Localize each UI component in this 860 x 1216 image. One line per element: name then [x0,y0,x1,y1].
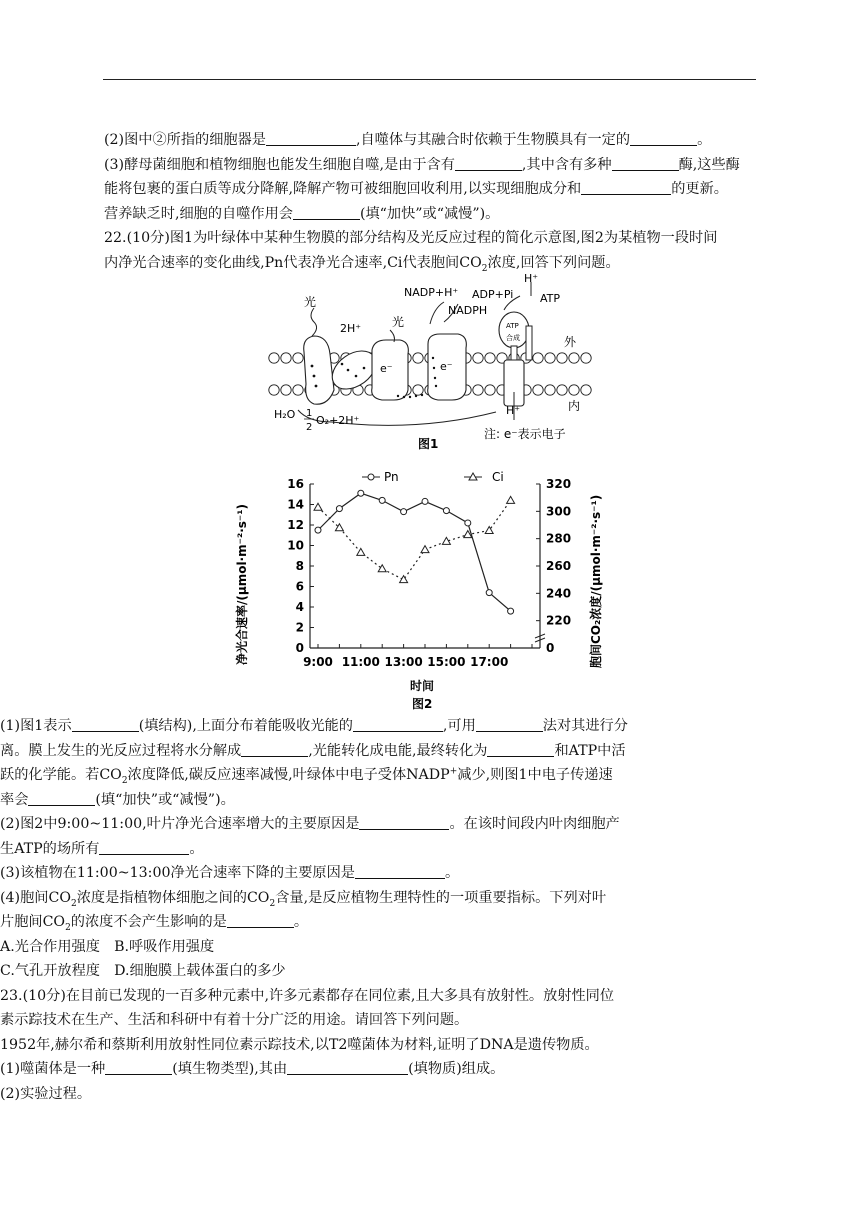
lipid-head [581,353,591,363]
answer-blank[interactable] [487,741,554,757]
q21-part3-line1 [104,153,759,178]
lipid-head [293,385,303,395]
pn-data-point [508,608,514,614]
lipid-head [533,385,543,395]
y-tick-label-right: 0 [546,641,555,655]
atp-synthase-label-2: 合成 [506,334,520,342]
atp-label: ATP [540,292,561,305]
lipid-head [281,353,291,363]
lipid-head [281,385,291,395]
series-line-pn [318,493,511,611]
figure-1-caption: 图1 [418,437,439,451]
q22-q1-text-c: ,可用 [442,718,476,734]
answer-blank[interactable] [476,716,543,732]
lipid-head [293,353,303,363]
pn-data-point [443,508,449,514]
y-axis-label-right: 胞间CO₂浓度/(μmol·m⁻²·s⁻¹) [589,494,603,668]
lipid-head [545,385,555,395]
chart-ticks [287,477,571,669]
y-tick-label-left: 14 [287,497,304,512]
q23-intro-line3 [0,1033,860,1058]
h2o-label: H₂O [274,408,296,421]
x-tick-label: 17:00 [470,655,509,669]
y-tick-label-left: 16 [287,477,304,491]
q22-q1-text-j: 减少,则图1中电子传递速 [457,767,613,783]
q23-q1-text-b: (填生物类型),其由 [172,1061,288,1077]
q21-p2-text-b: ,自噬体与其融合时依赖于生物膜具有一定的 [355,132,631,148]
q23-intro-text-3: 1952年,赫尔希和蔡斯利用放射性同位素示踪技术,以T2噬菌体为材料,证明了DNA是遗传物质。 [0,1036,599,1053]
y-tick-label-left: 12 [287,518,304,532]
x-axis-label: 时间 [410,679,435,693]
q23-q1-text-c: (填物质)组成。 [408,1061,505,1077]
y-axis-label-left: 净光合速率/(μmol·m⁻²·s⁻¹) [235,504,249,665]
q21-p3-text-f: 营养缺乏时,细胞的自噬作用会 [104,205,293,222]
answer-blank[interactable] [581,179,671,195]
q22-intro-text-1: 22.(10分)图1为叶绿体中某种生物膜的部分结构及光反应过程的简化示意图,图2为某植物一段时间 [104,230,718,246]
answer-blank[interactable] [355,863,445,879]
q22-q2-text-a: (2)图2中9:00~11:00,叶片净光合速率增大的主要原因是 [0,816,360,832]
answer-blank[interactable] [612,155,679,171]
q22-part4-line2: 片胞间$CO_2$的浓度不会产生影响的是 。 [0,914,309,933]
pn-data-point [486,590,492,596]
q22-q4-text-c: 含量,是反应植物生理特性的一项重要指标。下列对叶 [275,889,607,906]
y-tick-label-left: 6 [295,579,304,594]
outer-label: 外 [564,335,577,349]
q22-q4-text-e: 的浓度不会产生影响的是 [70,914,227,930]
q21-p3-text-g: (填“加快”或“减慢”)。 [359,205,500,222]
q22-q1-text-b: (填结构),上面分布着能吸收光能的 [138,718,353,734]
h-top-label: H⁺ [524,272,539,285]
h-label-2h: 2H⁺ [340,322,362,335]
y-tick-label-right: 220 [546,613,572,628]
q22-q4-text-b: 浓度是指植物体细胞之间的CO [76,889,270,906]
chart-legend [362,470,504,484]
pn-data-point [358,490,364,496]
q22-part2-line2 [0,837,860,862]
pn-data-point [422,498,428,504]
lipid-head [473,353,483,363]
answer-blank[interactable] [287,1059,408,1075]
y-tick-label-right: 320 [546,477,572,491]
light-label-left: 光 [304,295,317,309]
q22-q1-text-k: 率会 [0,791,29,808]
q22-q4-text-a: (4)胞间CO [0,889,71,906]
q22-part3 [0,861,860,886]
lipid-head [545,353,555,363]
psii-complex [304,336,334,404]
q22-options-ab-text: A.光合作用强度 B.呼吸作用强度 [0,938,215,955]
lipid-head [473,385,483,395]
lipid-head [269,353,279,363]
answer-blank[interactable] [72,716,139,732]
q23-part1 [0,1057,860,1082]
lipid-head [413,353,423,363]
q21-part2 [104,128,759,153]
y-tick-label-left: 10 [287,538,304,553]
figure-note: 注: e⁻表示电子 [484,427,566,441]
answer-blank[interactable] [353,716,443,732]
q22-q2-text-b: 。在该时间段内叶肉细胞产 [449,816,620,832]
legend-pn: Pn [384,470,399,484]
y-tick-label-right: 280 [546,531,572,546]
q21-p2-text-a: (2)图中②所指的细胞器是 [104,132,266,148]
lipid-head [581,385,591,395]
question-text-upper [104,128,759,275]
q21-p3-text-e: 的更新。 [671,181,728,197]
ci-data-point [421,546,429,553]
nadp-label: NADP+H⁺ [404,286,459,299]
q22-q2-text-c: 生ATP的场所有 [0,840,100,857]
q23-intro-line2 [0,1008,860,1033]
q22-options-cd-text: C.气孔开放程度 D.细胞膜上载体蛋白的多少 [0,963,286,979]
q22-intro-line1 [104,226,759,251]
y-tick-label-right: 300 [546,504,572,519]
lipid-head [533,353,543,363]
y-tick-label-left: 0 [295,641,304,655]
light-label-mid: 光 [392,315,405,329]
pn-data-point [315,527,321,533]
lipid-head [485,353,495,363]
q22-part4-line1: (4)胞间$CO_2$浓度是指植物体细胞之间的$CO_2$含量,是反应植物生理特性的一项重要指标。下列对叶 [0,889,607,909]
electron-label-1: e⁻ [380,362,393,375]
answer-blank[interactable] [455,155,522,171]
q21-p3-text-b: ,其中含有多种 [521,156,612,173]
y-tick-label-left: 8 [295,559,304,573]
y-tick-label-left: 2 [295,620,304,635]
y-tick-label-right: 240 [546,586,572,601]
q22-options-cd [0,959,860,984]
q22-q4-text-f: 。 [293,914,309,930]
answer-blank[interactable] [227,912,294,928]
q22-q1-text-l: (填“加快”或“减慢”)。 [95,791,235,808]
lipid-head [557,353,567,363]
lipid-head [413,385,423,395]
header-rule [103,79,756,80]
q23-q2-text: (2)实验过程。 [0,1085,92,1102]
o2-fraction-num: 1 [306,408,313,419]
q22-q1-text-f: ,光能转化成电能,最终转化为 [308,742,488,759]
x-tick-label: 13:00 [384,655,423,669]
pn-data-point [379,497,385,503]
lipid-head [269,385,279,395]
q22-intro-line2: 内净光合速率的变化曲线,Pn代表净光合速率,Ci代表胞间$CO_2$浓度,回答下列问题。 [104,254,620,274]
chart-series [314,490,515,614]
answer-blank[interactable] [28,790,95,806]
q22-intro-text-2b: 浓度,回答下列问题。 [487,254,620,271]
x-tick-label: 9:00 [303,655,333,669]
q22-intro-text-2a: 内净光合速率的变化曲线,Pn代表净光合速率,Ci代表胞间CO [104,254,482,271]
q22-part1-line3: 跃的化学能。若$CO_2$浓度降低,碳反应速率减慢,叶绿体中电子受体NADP+减少,则图1中电子传递速 [0,766,613,786]
h-bottom-label: H⁺ [506,404,521,417]
pn-data-point [336,506,342,512]
inner-label: 内 [568,399,581,413]
q22-q4-text-d: 片胞间CO [0,914,66,930]
x-tick-label: 15:00 [427,655,466,669]
answer-blank[interactable] [359,814,449,830]
q22-q1-text-h: 跃的化学能。若CO [0,767,122,783]
answer-blank[interactable] [293,204,360,220]
q22-q2-text-d: 。 [189,840,204,857]
q23-part2 [0,1082,860,1107]
answer-blank[interactable] [266,130,356,146]
o2-label: O₂+2H⁺ [316,414,360,427]
q21-part3-line2 [104,177,759,202]
ci-data-point [507,496,515,503]
figure-1-membrane-diagram [268,272,598,452]
q22-q3-text-b: 。 [444,865,460,881]
lipid-head [485,385,495,395]
q21-p2-text-c: 。 [697,132,712,148]
pn-data-point [465,520,471,526]
answer-blank[interactable] [105,1059,172,1075]
q22-part1-line2 [0,739,860,764]
q23-intro-line1 [0,984,860,1009]
q22-q1-text-a: (1)图1表示 [0,718,72,734]
q21-p3-text-c: 酶,这些酶 [678,156,740,173]
lipid-head [569,353,579,363]
lipid-head [557,385,567,395]
ci-data-point [357,548,365,555]
x-tick-label: 11:00 [341,655,380,669]
o2-fraction-den: 2 [306,422,313,433]
ci-data-point [400,576,408,583]
q22-part2-line1 [0,812,860,837]
answer-blank[interactable] [241,741,308,757]
q23-q1-text-a: (1)噬菌体是一种 [0,1061,106,1077]
legend-ci: Ci [492,470,504,484]
question-text-lower [0,714,860,1106]
q21-p3-text-a: (3)酵母菌细胞和植物细胞也能发生细胞自噬,是由于含有 [104,156,455,173]
ci-data-point [378,565,386,572]
q23-intro-text-1: 23.(10分)在目前已发现的一百多种元素中,许多元素都存在同位素,且大多具有放射性。放射性同位 [0,987,615,1004]
ci-data-point [314,503,322,510]
q22-q1-text-e: 离。膜上发生的光反应过程将水分解成 [0,742,242,759]
q21-part3-line3 [104,202,759,227]
electron-label-2: e⁻ [440,360,453,373]
q22-q1-text-i: 浓度降低,碳反应速率减慢,叶绿体中电子受体NADP [127,767,450,783]
q22-part1-line1 [0,714,860,739]
answer-blank[interactable] [99,839,189,855]
q22-q1-text-d: 法对其进行分 [542,718,628,734]
pn-data-point [401,509,407,515]
chart-axes [310,484,545,648]
q22-options-ab [0,935,860,960]
y-tick-label-right: 260 [546,559,572,573]
q23-intro-text-2: 素示踪技术在生产、生活和科研中有着十分广泛的用途。请回答下列问题。 [0,1012,469,1028]
atp-synthase-label-1: ATP [506,322,519,330]
lipid-head [569,385,579,395]
answer-blank[interactable] [630,130,697,146]
q22-part1-line4 [0,788,860,813]
q22-q1-text-g: 和ATP中活 [554,742,626,759]
y-tick-label-left: 4 [295,600,304,614]
figure-2-caption: 图2 [412,697,433,710]
adp-label: ADP+Pi [472,288,514,301]
q22-q3-text-a: (3)该植物在11:00~13:00净光合速率下降的主要原因是 [0,865,355,881]
q21-p3-text-d: 能将包裹的蛋白质等成分降解,降解产物可被细胞回收利用,以实现细胞成分和 [104,181,582,197]
nadph-label: NADPH [448,304,488,317]
figure-2-line-chart [228,460,608,710]
